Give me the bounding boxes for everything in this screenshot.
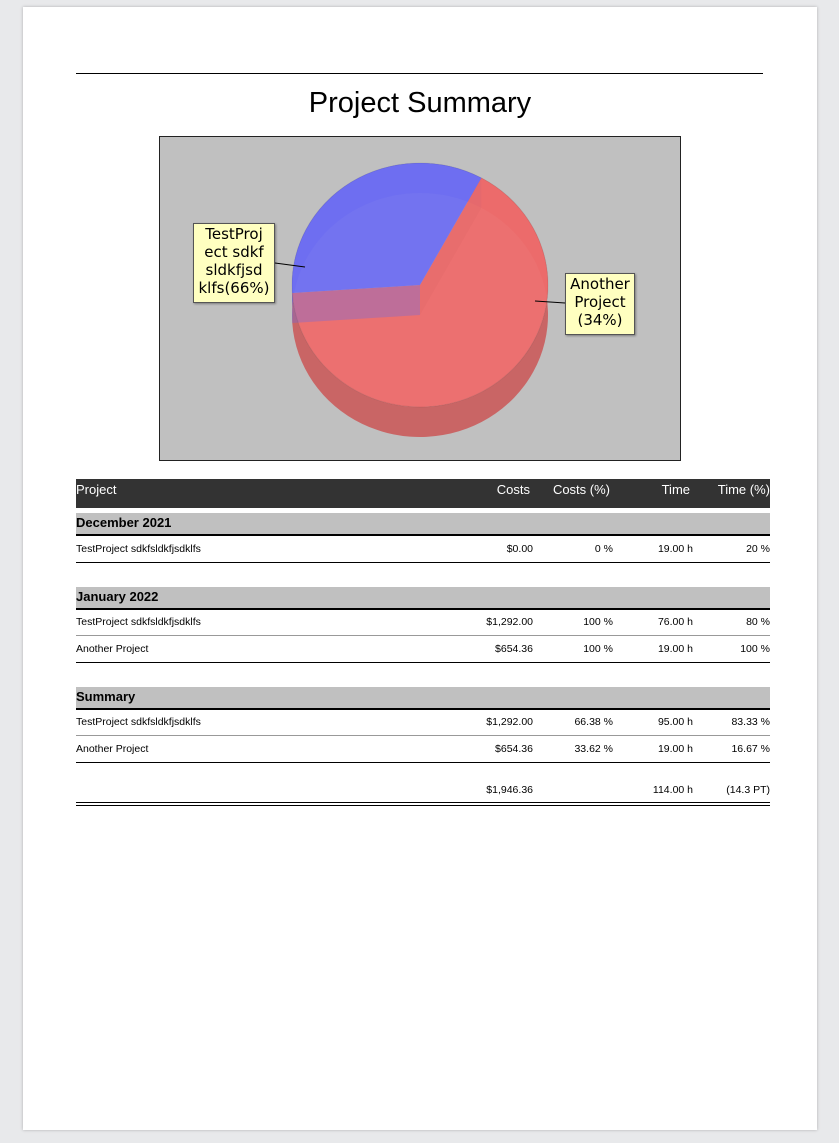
cell-time-pct: 16.67 % <box>731 743 770 755</box>
cell-costs-pct: 100 % <box>583 643 613 655</box>
table-row <box>76 709 770 735</box>
table-row <box>76 636 770 662</box>
table-row <box>76 609 770 635</box>
group-header <box>76 513 770 536</box>
total-time-note: (14.3 PT) <box>726 784 770 796</box>
cell-time-pct: 83.33 % <box>731 716 770 728</box>
callout-slice-1-line: TestProj <box>205 225 263 243</box>
header-costs-pct: Costs (%) <box>552 482 610 497</box>
cell-time: 95.00 h <box>657 716 693 728</box>
table-row <box>76 736 770 762</box>
group-title: December 2021 <box>76 515 172 530</box>
cell-time: 19.00 h <box>657 743 693 755</box>
callout-slice-2-line: Project <box>574 293 626 311</box>
cell-costs-pct: 0 % <box>594 543 613 555</box>
callout-slice-1-line: klfs(66%) <box>198 279 270 297</box>
table-row <box>76 536 770 562</box>
group-end-rule <box>76 562 770 563</box>
totals-double-rule <box>76 802 770 806</box>
report-title: Project Summary <box>308 87 532 119</box>
cell-costs-pct: 100 % <box>583 616 613 628</box>
callout-slice-1 <box>193 223 275 303</box>
callout-slice-1-line: sldkfjsd <box>205 261 263 279</box>
cell-costs-pct: 33.62 % <box>574 743 613 755</box>
group-end-rule <box>76 662 770 663</box>
header-time: Time <box>661 482 690 497</box>
cell-costs: $654.36 <box>495 743 533 755</box>
header-rule <box>76 73 763 74</box>
cell-time: 19.00 h <box>657 643 693 655</box>
cell-project: TestProject sdkfsldkfjsdklfs <box>76 616 201 628</box>
cell-project: TestProject sdkfsldkfjsdklfs <box>76 716 201 728</box>
group-title: January 2022 <box>76 589 159 604</box>
cell-costs: $1,292.00 <box>486 716 533 728</box>
total-time: 114.00 h <box>652 784 693 796</box>
cell-project: Another Project <box>76 643 149 655</box>
header-project: Project <box>76 482 117 497</box>
cell-time-pct: 80 % <box>746 616 770 628</box>
header-costs: Costs <box>496 482 530 497</box>
group-title: Summary <box>76 689 136 704</box>
cell-time-pct: 100 % <box>740 643 770 655</box>
callout-slice-2-line: Another <box>570 275 630 293</box>
cell-time-pct: 20 % <box>746 543 770 555</box>
cell-costs: $654.36 <box>495 643 533 655</box>
cell-project: Another Project <box>76 743 149 755</box>
callout-slice-1-line: ect sdkf <box>204 243 264 261</box>
pie-group <box>292 163 548 437</box>
total-costs: $1,946.36 <box>486 784 533 796</box>
group-header <box>76 687 770 710</box>
cell-costs: $0.00 <box>506 543 533 555</box>
header-time-pct: Time (%) <box>717 482 770 497</box>
cell-time: 19.00 h <box>657 543 693 555</box>
callout-slice-2-line: (34%) <box>577 311 623 329</box>
report-page <box>23 7 817 1130</box>
group-end-rule <box>76 762 770 763</box>
cell-time: 76.00 h <box>657 616 693 628</box>
group-header <box>76 587 770 610</box>
cell-costs: $1,292.00 <box>486 616 533 628</box>
cell-costs-pct: 66.38 % <box>574 716 613 728</box>
table-header <box>76 479 770 508</box>
totals-row <box>76 777 770 803</box>
callout-slice-2 <box>565 273 635 335</box>
cell-project: TestProject sdkfsldkfjsdklfs <box>76 543 201 555</box>
pie-chart <box>159 136 681 461</box>
